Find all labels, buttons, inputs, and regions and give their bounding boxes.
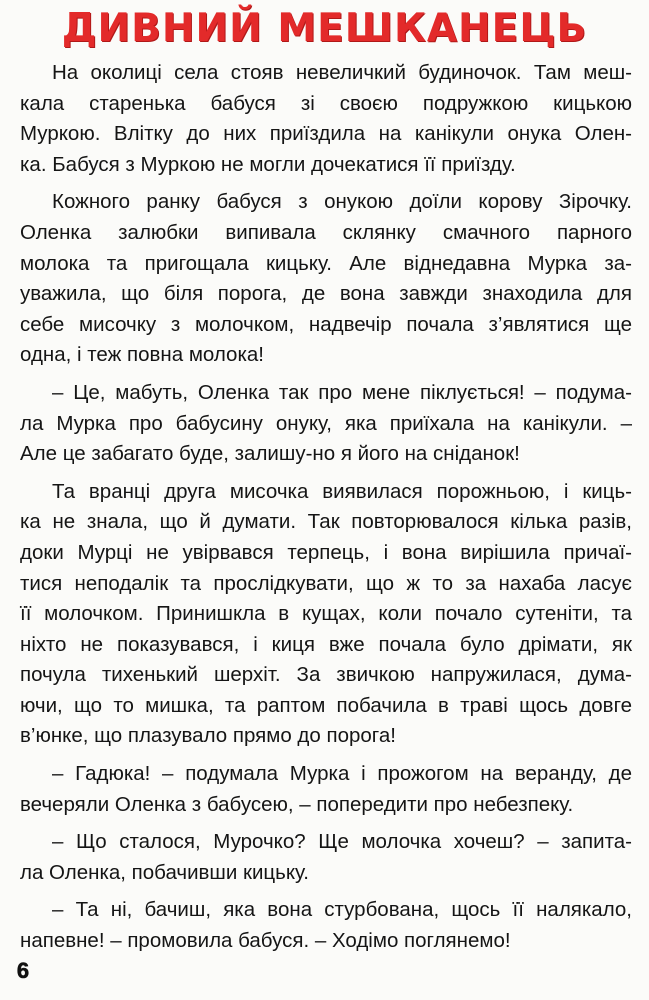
text-line: одна, і теж повна молока! xyxy=(20,343,264,367)
text-line: ка. Бабуся з Муркою не могли дочекатися її приїзду. xyxy=(20,152,516,176)
text-line: Оленка залюбки випивала склянку смачного парного xyxy=(20,220,632,244)
text-line: напевне! – промовила бабуся. – Ходімо поглянемо! xyxy=(20,929,511,953)
text-line: Але це забагато буде, залишу-но я його на сніданок! xyxy=(20,442,520,466)
text-line: себе мисочку з молочком, надвечір почала з’являтися ще xyxy=(20,312,632,336)
paragraph xyxy=(20,477,632,752)
text-line: ка не знала, що й думати. Так повторювалося кілька разів, xyxy=(20,510,632,534)
paragraph xyxy=(20,759,632,820)
paragraph xyxy=(20,58,632,180)
text-line: Та вранці друга мисочка виявилася порожньою, і киць- xyxy=(52,479,632,503)
paragraph xyxy=(20,187,632,371)
text-line: ючи, що то мишка, та раптом побачила в траві щось довге xyxy=(20,693,632,717)
text-line: – Що сталося, Мурочко? Ще молочка хочеш? – запита- xyxy=(52,830,632,854)
text-line: вечеряли Оленка з бабусею, – попередити про небезпеку. xyxy=(20,792,574,816)
text-line: – Гадюка! – подумала Мурка і прожогом на веранду, де xyxy=(52,762,632,786)
page-number: 6 xyxy=(16,958,30,983)
text-line: почула тихенький шерхіт. За звичкою напружилася, дума- xyxy=(20,663,632,687)
text-line: ла Оленка, побачивши кицьку. xyxy=(20,860,309,884)
story-title: ДИВНИЙ МЕШКАНЕЦЬ xyxy=(61,6,588,51)
text-line: доки Мурці не увірвався терпець, і вона вирішила причаї- xyxy=(20,540,632,564)
story-text xyxy=(20,58,632,964)
text-line: – Це, мабуть, Оленка так про мене піклується! – подума- xyxy=(52,380,632,404)
text-line: уважила, що біля порога, де вона завжди знаходила для xyxy=(20,282,632,306)
text-line: На околиці села стояв невеличкий будиночок. Там меш- xyxy=(52,61,632,84)
text-line: молока та пригощала кицьку. Але віднедавна Мурка за- xyxy=(20,251,632,275)
text-line: тися неподалік та прослідкувати, що ж то за нахаба ласує xyxy=(20,571,632,595)
text-line: в’юнке, що плазувало прямо до порога! xyxy=(20,724,396,748)
text-line: її молочком. Принишкла в кущах, коли почало сутеніти, та xyxy=(20,602,632,626)
text-line: ла Мурка про бабусину онуку, яка приїхала на канікули. – xyxy=(20,411,632,435)
text-line: ніхто не показувався, і киця вже почала було дрімати, як xyxy=(20,632,632,656)
text-line: Кожного ранку бабуся з онукою доїли корову Зірочку. xyxy=(52,190,632,214)
text-line: – Та ні, бачиш, яка вона стурбована, щось її налякало, xyxy=(52,898,632,922)
text-line: кала старенька бабуся зі своєю подружкою кицькою xyxy=(20,91,632,115)
paragraph xyxy=(20,827,632,888)
text-line: Муркою. Влітку до них приїздила на канікули онука Олен- xyxy=(20,122,632,146)
paragraph xyxy=(20,895,632,956)
paragraph xyxy=(20,378,632,470)
